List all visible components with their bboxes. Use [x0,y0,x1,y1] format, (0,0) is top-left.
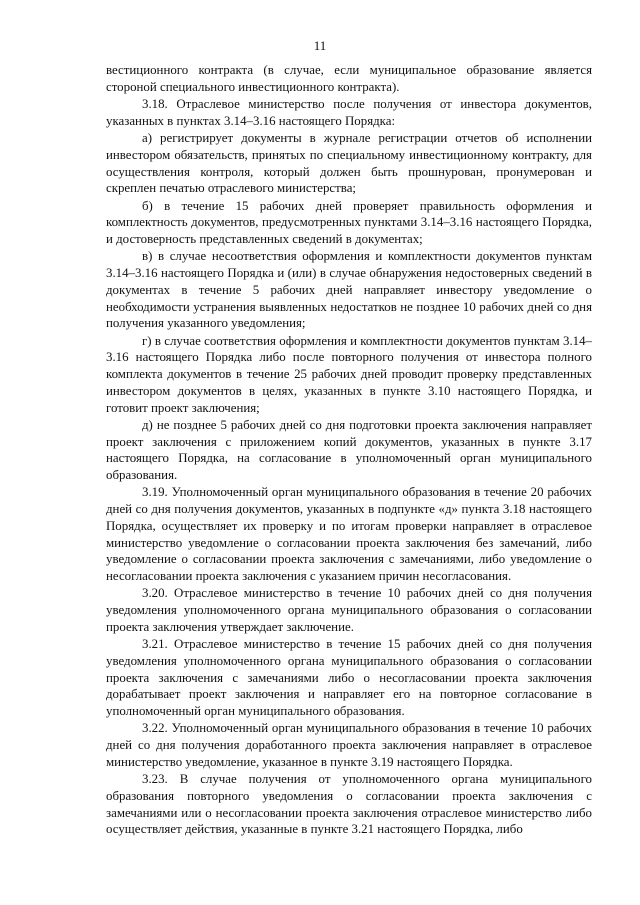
paragraph-continuation: вестиционного контракта (в случае, если муниципальное образование является стороной специального инвестиционного контракта). [106,63,592,94]
paragraph-3-22: 3.22. Уполномоченный орган муниципального образования в течение 10 рабочих дней со дня получения доработанного проекта заключения направляет в отраслевое министерство уведомление, указанное в пункте 3.19 настоящего Порядка. [106,721,592,769]
paragraph-3-23: 3.23. В случае получения от уполномоченного органа муниципального образования повторного уведомления о согласовании проекта заключения с замечаниями или о несогласовании проекта заключения отраслевое министерство либо осуществляет действия, указанные в пункте 3.21 настоящего Порядка, либо [106,772,592,837]
paragraph-3-18-a: а) регистрирует документы в журнале регистрации отчетов об исполнении инвестором обязательств, принятых по специальному инвестиционному контракту, для осуществления контроля, который должен быть прошнурован, пронумерован и скреплен печатью отраслевого министерства; [106,131,592,196]
page-number: 11 [313,38,327,53]
document-body [106,62,592,838]
paragraph-3-18-v: в) в случае несоответствия оформления и комплектности документов пунктам 3.14–3.16 настоящего Порядка и (или) в случае обнаружения недостоверных сведений в документах в течение 5 рабочих дней направляет инвестору уведомление о необходимости устранения выявленных недостатков не позднее 10 рабочих дней со дня получения указанного уведомления; [106,249,592,331]
paragraph-3-19: 3.19. Уполномоченный орган муниципального образования в течение 20 рабочих дней со дня получения документов, указанных в подпункте «д» пункта 3.18 настоящего Порядка, осуществляет их проверку и по итогам проверки направляет в отраслевое министерство уведомление о согласовании проекта заключения без замечаний, либо уведомление о согласовании проекта заключения с замечаниями, либо уведомление о несогласовании проекта заключения с указанием причин несогласования. [106,485,592,583]
paragraph-3-18-d: д) не позднее 5 рабочих дней со дня подготовки проекта заключения направляет проект заключения с приложением копий документов, указанных в пункте 3.17 настоящего Порядка, на согласование в уполномоченный орган муниципального образования. [106,417,592,482]
paragraph-3-18: 3.18. Отраслевое министерство после получения от инвестора документов, указанных в пунктах 3.14–3.16 настоящего Порядка: [106,97,592,128]
paragraph-3-18-g: г) в случае соответствия оформления и комплектности документов пунктам 3.14–3.16 настоящего Порядка либо после повторного получения от инвестора полного комплекта документов в течение 25 рабочих дней проводит проверку представленных инвестором документов в целях, указанных в пункте 3.10 настоящего Порядка, и готовит проект заключения; [106,333,592,415]
paragraph-3-20: 3.20. Отраслевое министерство в течение 10 рабочих дней со дня получения уведомления уполномоченного органа муниципального образования о согласовании проекта заключения утверждает заключение. [106,586,592,634]
paragraph-3-21: 3.21. Отраслевое министерство в течение 15 рабочих дней со дня получения уведомления уполномоченного органа муниципального образования о согласовании проекта заключения с замечаниями либо о несогласовании проекта заключения дорабатывает проект заключения и направляет его на повторное согласование в уполномоченный орган муниципального образования. [106,637,592,718]
paragraph-3-18-b: б) в течение 15 рабочих дней проверяет правильность оформления и комплектность документов, предусмотренных пунктами 3.14–3.16 настоящего Порядка, и достоверность представленных сведений в документах; [106,198,592,246]
